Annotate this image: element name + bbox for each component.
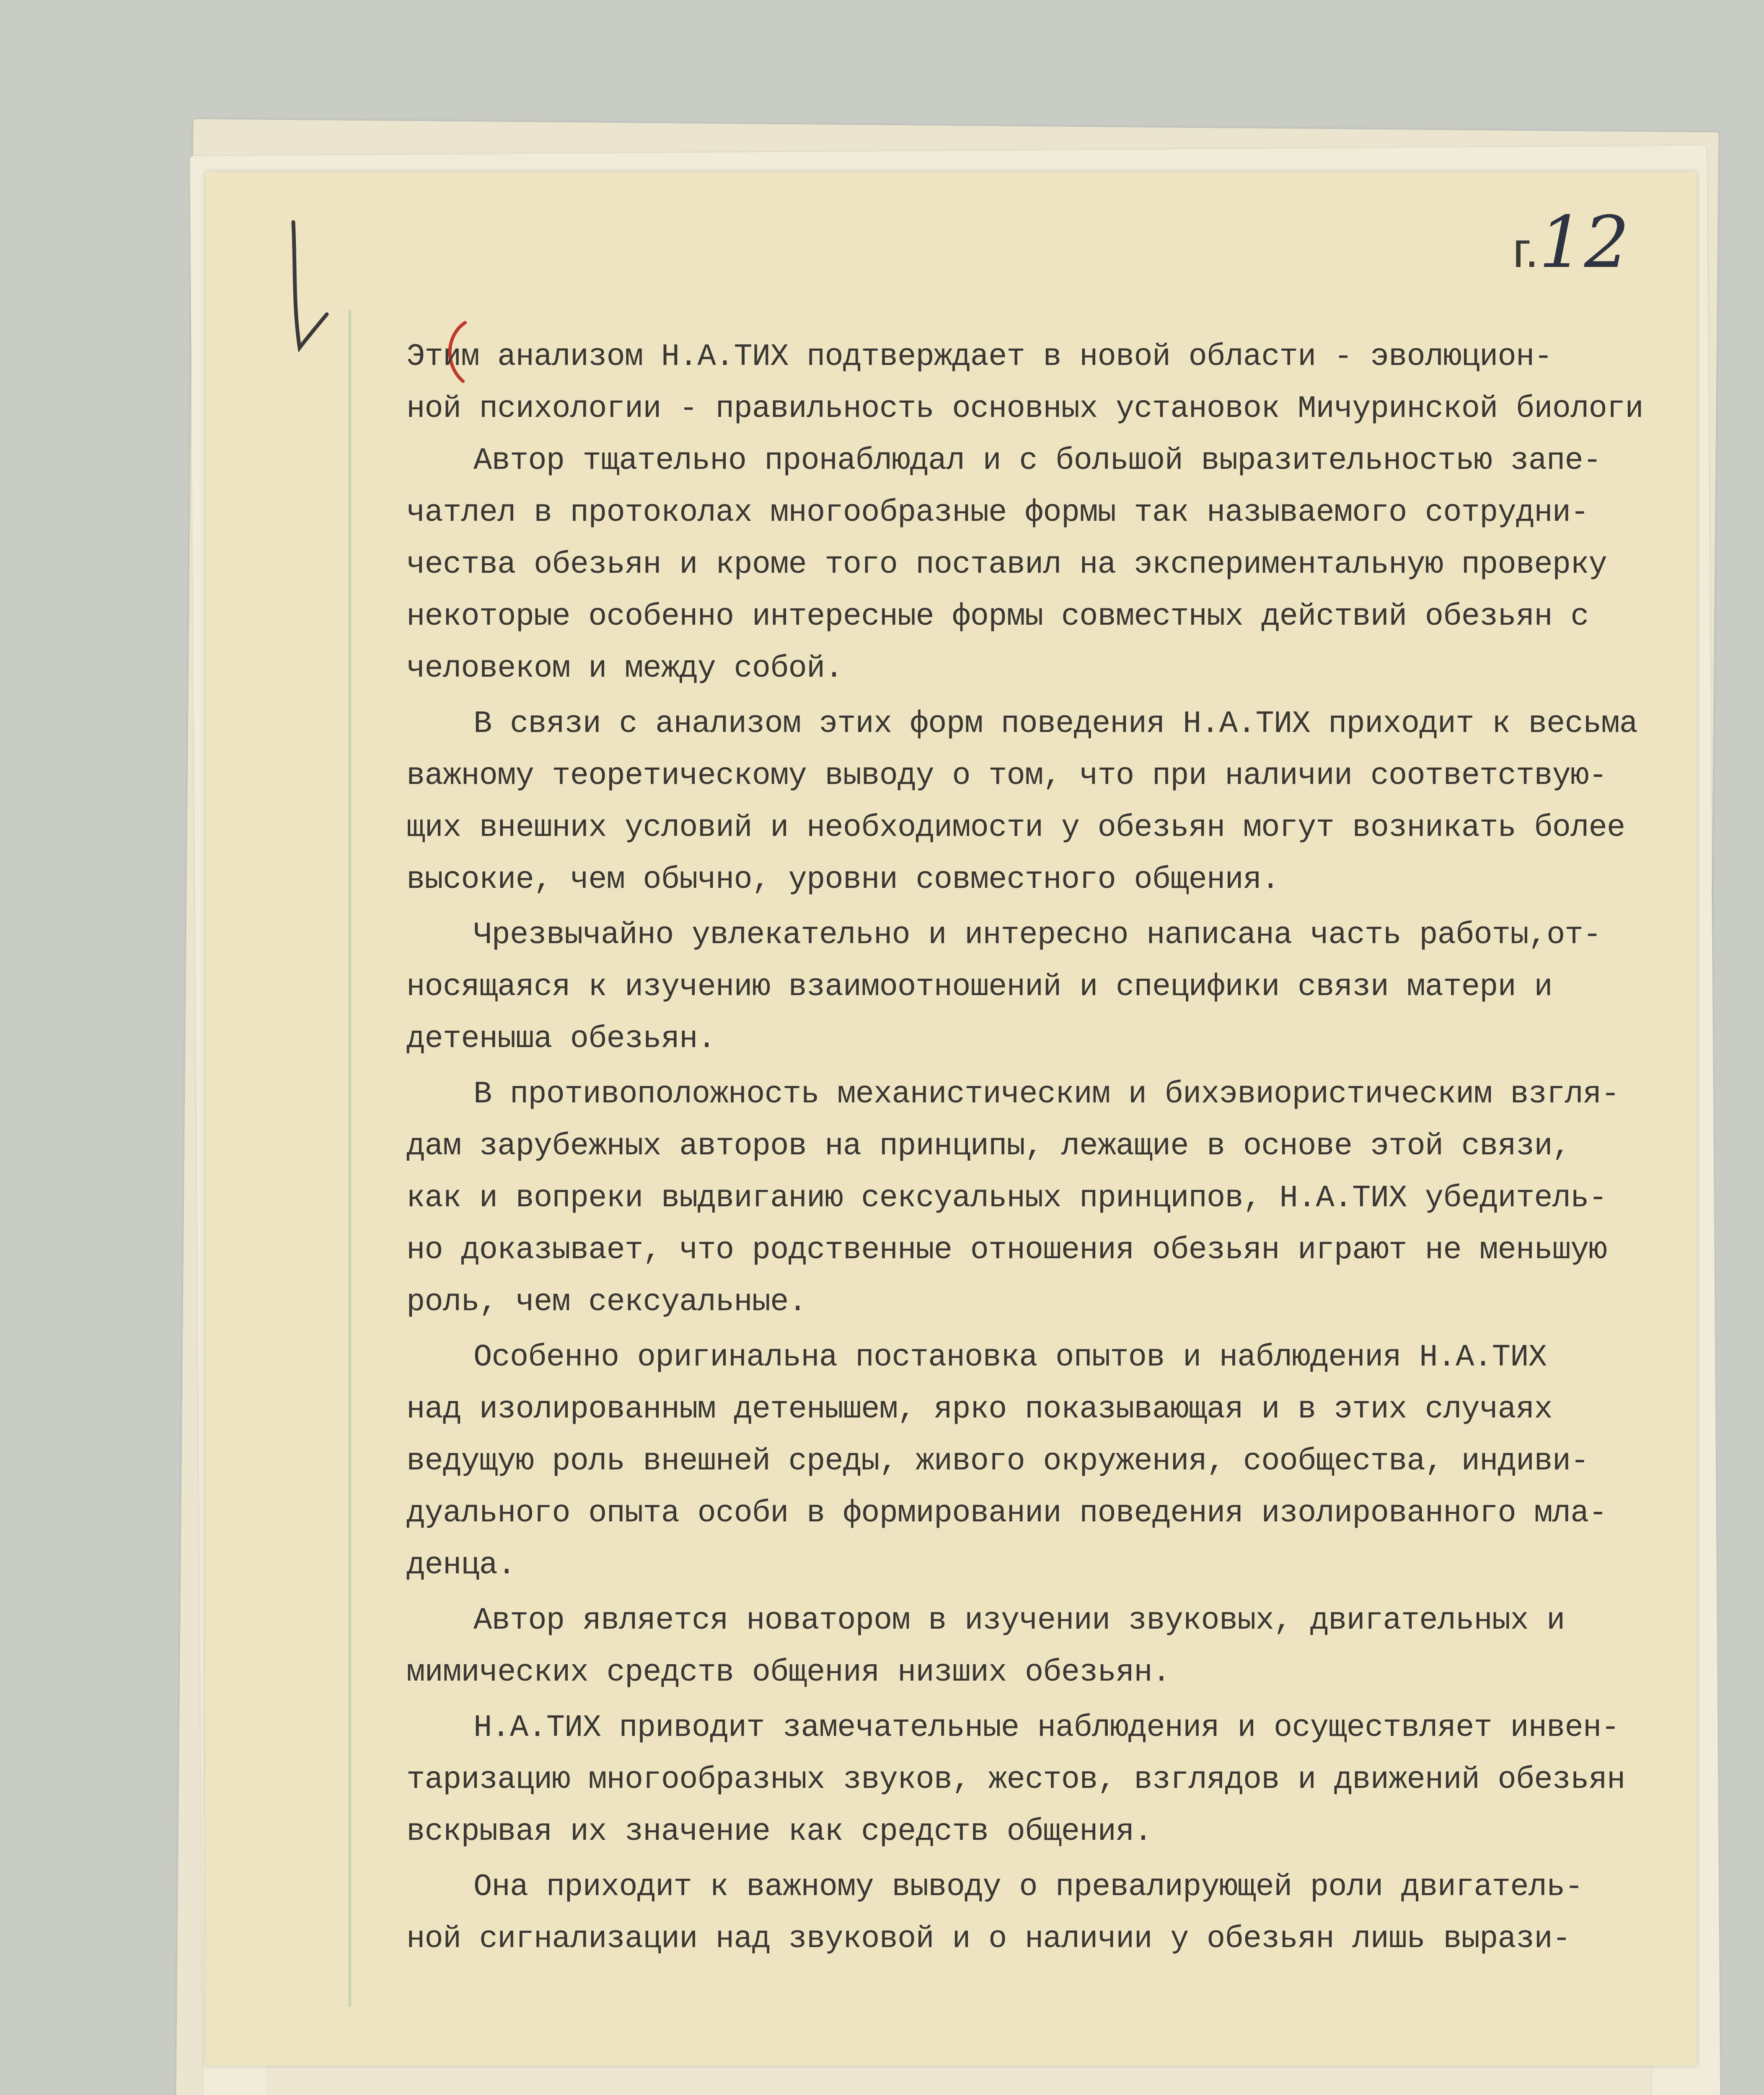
- text-line: чества обезьян и кроме того поставил на экспериментальную проверку: [406, 547, 1607, 582]
- text-line: некоторые особенно интересные формы совместных действий обезьян с: [406, 599, 1589, 634]
- text-line: высокие, чем обычно, уровни совместного общения.: [406, 862, 1280, 897]
- text-line: дуального опыта особи в формировании поведения изолированного мла-: [406, 1496, 1607, 1531]
- typed-text: [406, 331, 1764, 1965]
- text-line: дам зарубежных авторов на принципы, лежащие в основе этой связи,: [406, 1129, 1571, 1164]
- text-line: носящаяся к изучению взаимоотношений и специфики связи матери и: [406, 970, 1552, 1005]
- text-line: таризацию многообразных звуков, жестов, взглядов и движений обезьян: [406, 1762, 1625, 1798]
- text-line: щих внешних условий и необходимости у обезьян могут возникать более: [406, 810, 1625, 846]
- text-line: роль, чем сексуальные.: [406, 1285, 807, 1320]
- text-line: денца.: [406, 1548, 516, 1583]
- text-line: Н.А.ТИХ приводит замечательные наблюдения и осуществляет инвен-: [473, 1710, 1619, 1746]
- text-line: ведущую роль внешней среды, живого окружения, сообщества, индиви-: [406, 1444, 1589, 1479]
- text-line: ной сигнализации над звуковой и о наличии у обезьян лишь вырази-: [406, 1922, 1571, 1957]
- text-line: Этим анализом Н.А.ТИХ подтверждает в новой области - эволюцион-: [406, 339, 1552, 375]
- text-line: как и вопреки выдвиганию сексуальных принципов, Н.А.ТИХ убедитель-: [406, 1181, 1607, 1216]
- text-line: вскрывая их значение как средств общения.: [406, 1814, 1152, 1849]
- text-line: В противоположность механистическим и бихэвиористическим взгля-: [473, 1077, 1619, 1112]
- text-line: человеком и между собой.: [406, 651, 843, 686]
- pencil-tick-mark: [277, 214, 331, 365]
- document-page: [205, 172, 1697, 2066]
- text-line: ной психологии - правильность основных установок Мичуринской биологи: [406, 391, 1643, 427]
- text-line: детеныша обезьян.: [406, 1022, 716, 1057]
- text-line: важному теоретическому выводу о том, что при наличии соответствую-: [406, 758, 1607, 794]
- page-number-value: 12: [1539, 201, 1630, 284]
- page-number-prefix: г.: [1513, 222, 1539, 278]
- text-line: но доказывает, что родственные отношения обезьян играют не меньшую: [406, 1233, 1607, 1268]
- page-number: [1513, 201, 1630, 284]
- text-line: над изолированным детенышем, ярко показывающая и в этих случаях: [406, 1392, 1552, 1427]
- text-line: мимических средств общения низших обезьян.: [406, 1655, 1171, 1690]
- pencil-margin-line: [349, 310, 351, 2007]
- text-line: Чрезвычайно увлекательно и интересно написана часть работы,от-: [473, 918, 1601, 953]
- text-line: В связи с анализом этих форм поведения Н.А.ТИХ приходит к весьма: [473, 706, 1638, 742]
- text-line: чатлел в протоколах многообразные формы так называемого сотрудни-: [406, 495, 1589, 530]
- text-line: Она приходит к важному выводу о превалирующей роли двигатель-: [473, 1870, 1583, 1905]
- text-line: Автор является новатором в изучении звуковых, двигательных и: [473, 1603, 1565, 1638]
- text-line: Автор тщательно пронаблюдал и с большой выразительностью запе-: [473, 443, 1601, 478]
- text-line: Особенно оригинальна постановка опытов и наблюдения Н.А.ТИХ: [473, 1340, 1547, 1375]
